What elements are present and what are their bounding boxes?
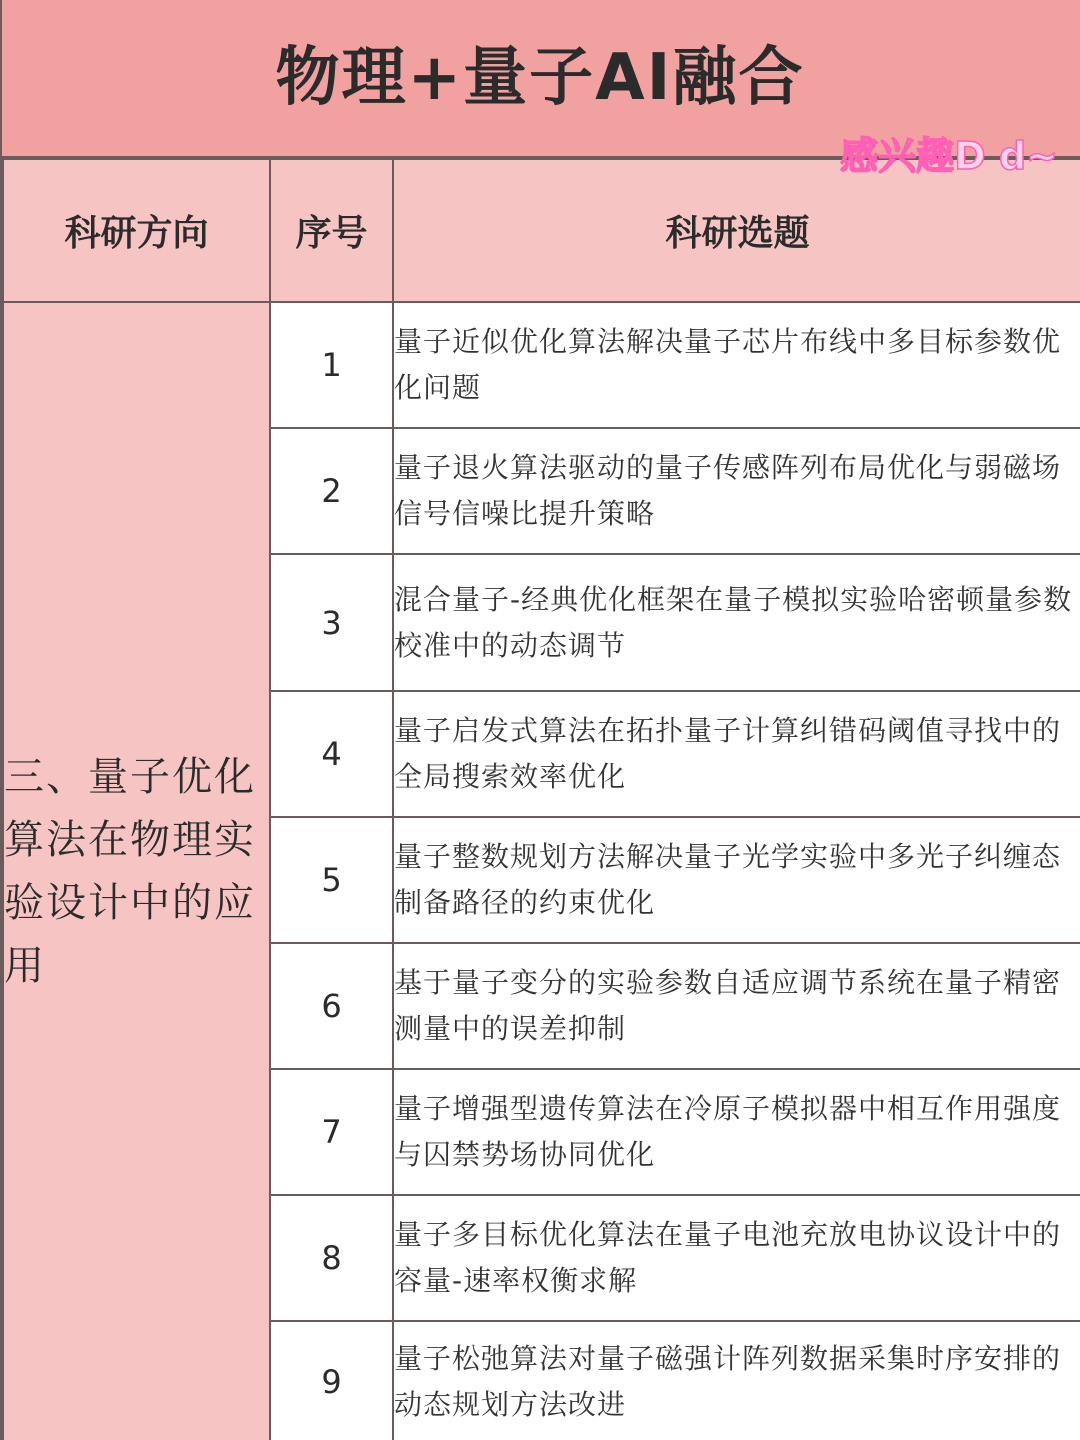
header-direction: 科研方向 [3,159,270,302]
row-number: 1 [270,302,393,428]
row-number: 8 [270,1195,393,1321]
header-topic: 科研选题 [393,159,1080,302]
header-number: 序号 [270,159,393,302]
table-row [3,302,1080,428]
row-topic: 混合量子-经典优化框架在量子模拟实验哈密顿量参数校准中的动态调节 [393,554,1080,691]
row-number: 7 [270,1069,393,1195]
topics-table [2,158,1080,1440]
row-topic: 量子启发式算法在拓扑量子计算纠错码阈值寻找中的全局搜索效率优化 [393,691,1080,817]
row-topic: 量子增强型遗传算法在冷原子模拟器中相互作用强度与囚禁势场协同优化 [393,1069,1080,1195]
row-number: 9 [270,1321,393,1440]
row-topic: 基于量子变分的实验参数自适应调节系统在量子精密测量中的误差抑制 [393,943,1080,1069]
page-title: 物理+量子AI融合 [275,41,805,115]
row-topic: 量子整数规划方法解决量子光学实验中多光子纠缠态制备路径的约束优化 [393,817,1080,943]
row-number: 3 [270,554,393,691]
row-number: 5 [270,817,393,943]
row-topic: 量子多目标优化算法在量子电池充放电协议设计中的容量-速率权衡求解 [393,1195,1080,1321]
row-number: 2 [270,428,393,554]
row-topic: 量子松弛算法对量子磁强计阵列数据采集时序安排的动态规划方法改进 [393,1321,1080,1440]
row-topic: 量子退火算法驱动的量子传感阵列布局优化与弱磁场信号信噪比提升策略 [393,428,1080,554]
watermark-sticker: 感兴趣D d~ [840,134,1058,178]
direction-cell: 三、量子优化算法在物理实验设计中的应用 [3,302,270,1440]
row-topic: 量子近似优化算法解决量子芯片布线中多目标参数优化问题 [393,302,1080,428]
row-number: 4 [270,691,393,817]
row-number: 6 [270,943,393,1069]
